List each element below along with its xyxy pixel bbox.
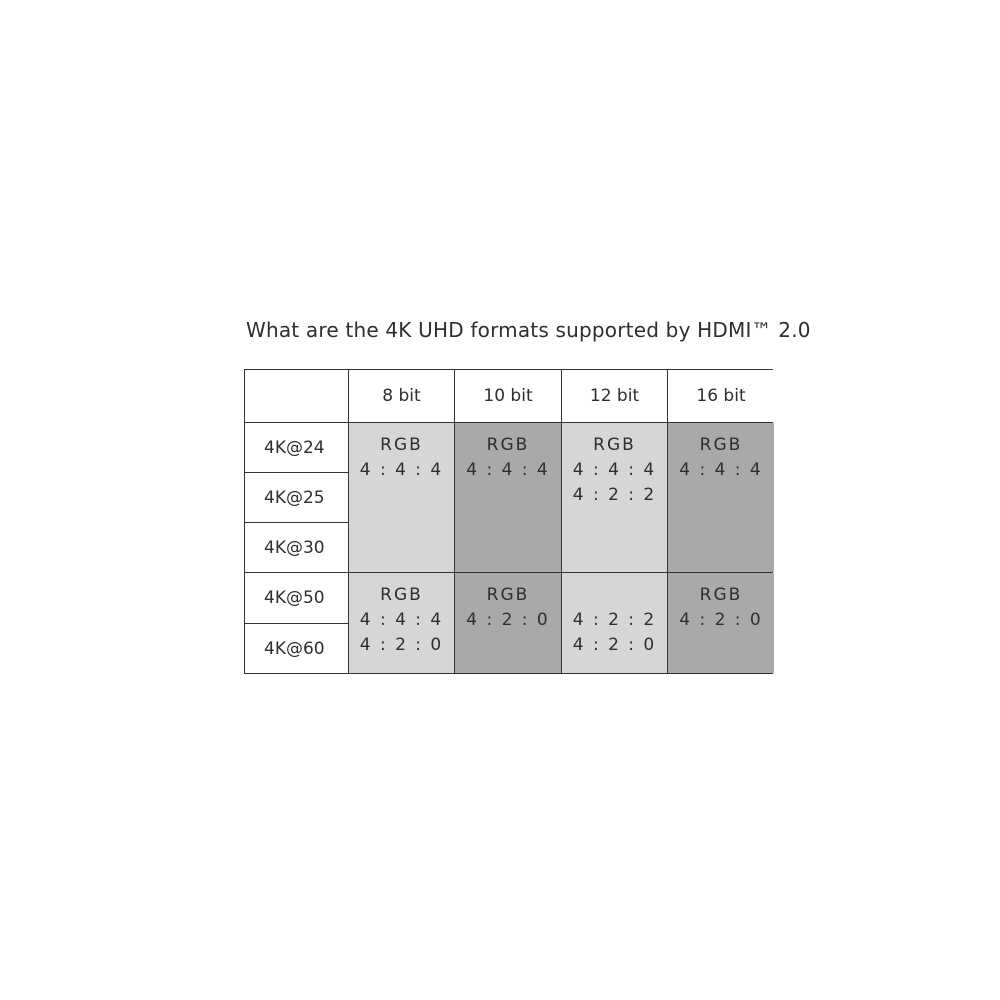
cell-low-fps-8bit (349, 423, 454, 572)
cell-line: 4 : 2 : 0 (466, 610, 550, 630)
table-title: What are the 4K UHD formats supported by HDMI™ 2.0 (246, 318, 811, 342)
row-label-4k60: 4K@60 (245, 624, 348, 673)
cell-line: 4 : 2 : 2 (572, 485, 657, 505)
header-10bit: 10 bit (455, 370, 561, 422)
row-label-4k24: 4K@24 (245, 423, 348, 472)
row-label-4k30: 4K@30 (245, 523, 348, 572)
cell-line: 4 : 2 : 0 (679, 610, 763, 630)
cell-high-fps-10bit (455, 573, 561, 673)
row-label-4k25: 4K@25 (245, 473, 348, 522)
cell-line: RGB (486, 585, 530, 605)
cell-line: RGB (486, 435, 530, 455)
cell-high-fps-8bit (349, 573, 454, 673)
cell-line: 4 : 4 : 4 (359, 460, 444, 480)
cell-line: 4 : 4 : 4 (679, 460, 763, 480)
cell-low-fps-12bit (562, 423, 667, 572)
hdmi-format-table (244, 369, 773, 674)
cell-line: 4 : 2 : 2 (572, 610, 657, 630)
cell-line: 4 : 4 : 4 (359, 610, 444, 630)
cell-low-fps-10bit (455, 423, 561, 572)
cell-line: RGB (380, 435, 423, 455)
header-16bit: 16 bit (668, 370, 774, 422)
cell-line: RGB (699, 435, 743, 455)
cell-high-fps-12bit (562, 573, 667, 673)
cell-high-fps-16bit (668, 573, 774, 673)
cell-line: RGB (699, 585, 743, 605)
cell-line: 4 : 4 : 4 (466, 460, 550, 480)
header-corner (245, 370, 348, 422)
cell-line: 4 : 2 : 0 (572, 635, 657, 655)
cell-line: RGB (593, 435, 636, 455)
cell-line: RGB (380, 585, 423, 605)
cell-low-fps-16bit (668, 423, 774, 572)
cell-line: 4 : 4 : 4 (572, 460, 657, 480)
row-label-4k50: 4K@50 (245, 573, 348, 623)
cell-line: 4 : 2 : 0 (359, 635, 444, 655)
header-8bit: 8 bit (349, 370, 454, 422)
header-12bit: 12 bit (562, 370, 667, 422)
